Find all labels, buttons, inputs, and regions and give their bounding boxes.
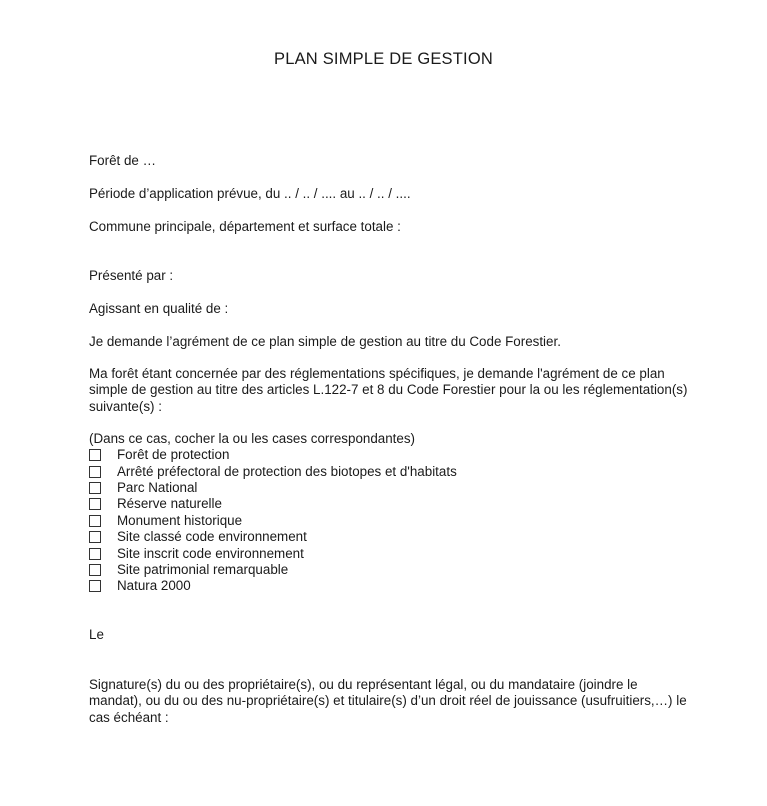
regulation-paragraph: Ma forêt étant concernée par des réglementations spécifiques, je demande l'agrément de ce plan simple de gestion au titre des articles L.122-7 et 8 du Code Forestier pour la ou les réglementation(s) suivante(s) :: [89, 366, 688, 414]
checkbox-label: Natura 2000: [117, 578, 191, 594]
checkbox-label: Forêt de protection: [117, 447, 230, 463]
checkbox-label: Site patrimonial remarquable: [117, 561, 289, 577]
checkbox-national-park[interactable]: [89, 482, 101, 494]
checkbox-label: Arrêté préfectoral de protection des biotopes et d'habitats: [117, 463, 457, 479]
forest-line: Forêt de …: [89, 153, 156, 168]
checkbox-forest-protection[interactable]: [89, 449, 101, 461]
checkbox-item[interactable]: [89, 562, 457, 578]
checkbox-item[interactable]: [89, 578, 457, 594]
checkbox-item[interactable]: [89, 480, 457, 496]
checkbox-label: Monument historique: [117, 512, 243, 528]
checkbox-listed-site[interactable]: [89, 548, 101, 560]
checkbox-biotope-decree[interactable]: [89, 466, 101, 478]
checkbox-item[interactable]: [89, 545, 457, 561]
checkbox-label: Site classé code environnement: [117, 529, 307, 545]
presented-by-line: Présenté par :: [89, 268, 174, 283]
checkbox-item[interactable]: [89, 513, 457, 529]
checkbox-heritage-site[interactable]: [89, 564, 101, 576]
checkbox-label: Site inscrit code environnement: [117, 545, 304, 561]
checkbox-historic-monument[interactable]: [89, 515, 101, 527]
checkbox-item[interactable]: [89, 463, 457, 479]
regulation-checklist: [89, 447, 457, 595]
checkbox-nature-reserve[interactable]: [89, 498, 101, 510]
checkbox-natura-2000[interactable]: [89, 580, 101, 592]
checkbox-item[interactable]: [89, 529, 457, 545]
commune-line: Commune principale, département et surface totale :: [89, 219, 401, 234]
checkbox-classified-site[interactable]: [89, 531, 101, 543]
date-label: Le: [89, 627, 104, 642]
acting-as-line: Agissant en qualité de :: [89, 301, 229, 316]
checkbox-label: Parc National: [117, 479, 198, 495]
checkbox-label: Réserve naturelle: [117, 496, 222, 512]
document-title: PLAN SIMPLE DE GESTION: [274, 50, 493, 68]
signature-paragraph: Signature(s) du ou des propriétaire(s), ou du représentant légal, ou du mandataire (joindre le mandat), ou du ou des nu-propriétaire(s) et titulaire(s) d’un droit réel de jouissance (usufruitiers,…) le cas échéant :: [89, 677, 687, 725]
request-line: Je demande l’agrément de ce plan simple de gestion au titre du Code Forestier.: [89, 334, 561, 349]
checkbox-item[interactable]: [89, 447, 457, 463]
checkbox-item[interactable]: [89, 496, 457, 512]
checkbox-instruction: (Dans ce cas, cocher la ou les cases correspondantes): [89, 431, 415, 446]
period-line: Période d’application prévue, du .. / .. / .... au .. / .. / ....: [89, 186, 411, 201]
